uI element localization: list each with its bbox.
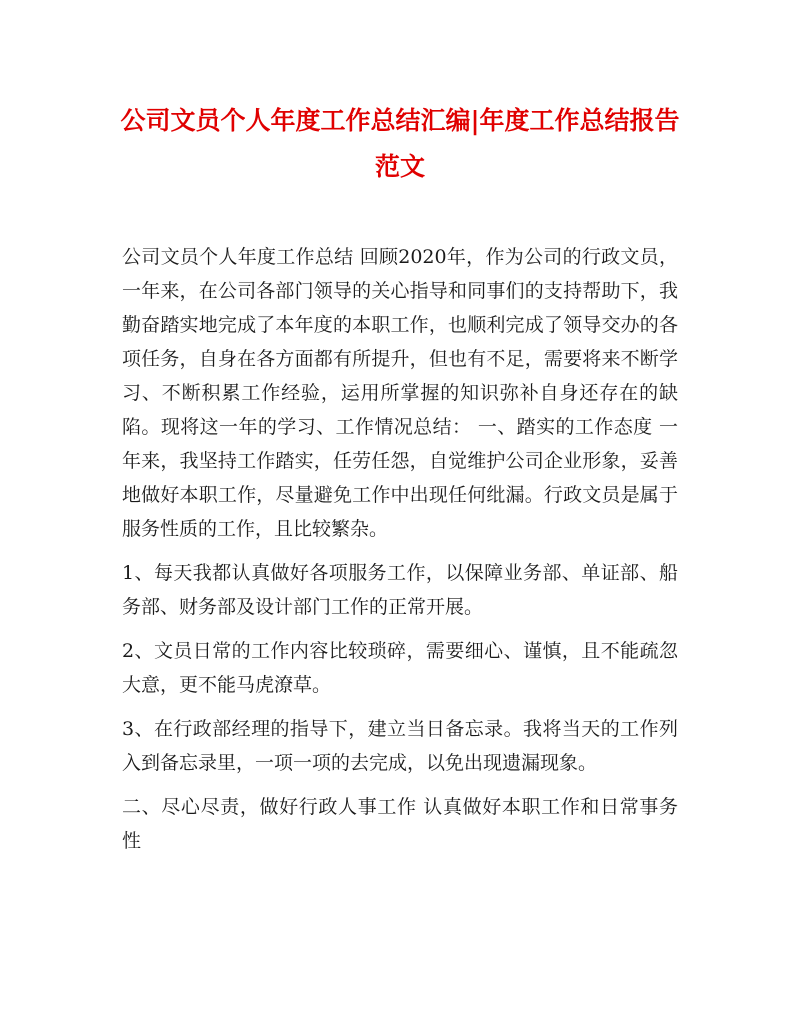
document-body <box>122 240 678 868</box>
paragraph-section-2: 二、尽心尽责，做好行政人事工作 认真做好本职工作和日常事务性 <box>122 796 678 852</box>
paragraph-item-2: 2、文员日常的工作内容比较琐碎，需要细心、谨慎，且不能疏忽大意，更不能马虎潦草。 <box>122 640 678 696</box>
paragraph-intro: 公司文员个人年度工作总结 回顾2020年，作为公司的行政文员，一年来，在公司各部门领导的关心指导和同事们的支持帮助下，我勤奋踏实地完成了本年度的本职工作，也顺利完成了领导交办的各项任务，自身在各方面都有所提升，但也有不足，需要将来不断学习、不断积累工作经验，运用所掌握的知识弥补自身还存在的缺陷。现将这一年的学习、工作情况总结： 一、踏实的工作态度 一年来，我坚持工作踏实，任劳任怨，自觉维护公司企业形象，妥善地做好本职工作，尽量避免工作中出现任何纰漏。行政文员是属于服务性质的工作，且比较繁杂。 <box>122 246 678 540</box>
paragraph-item-3: 3、在行政部经理的指导下，建立当日备忘录。我将当天的工作列入到备忘录里，一项一项的去完成，以免出现遗漏现象。 <box>122 718 678 774</box>
document-title: 公司文员个人年度工作总结汇编|年度工作总结报告范文 <box>120 106 680 181</box>
paragraph-item-1: 1、每天我都认真做好各项服务工作，以保障业务部、单证部、船务部、财务部及设计部门工作的正常开展。 <box>122 562 678 618</box>
